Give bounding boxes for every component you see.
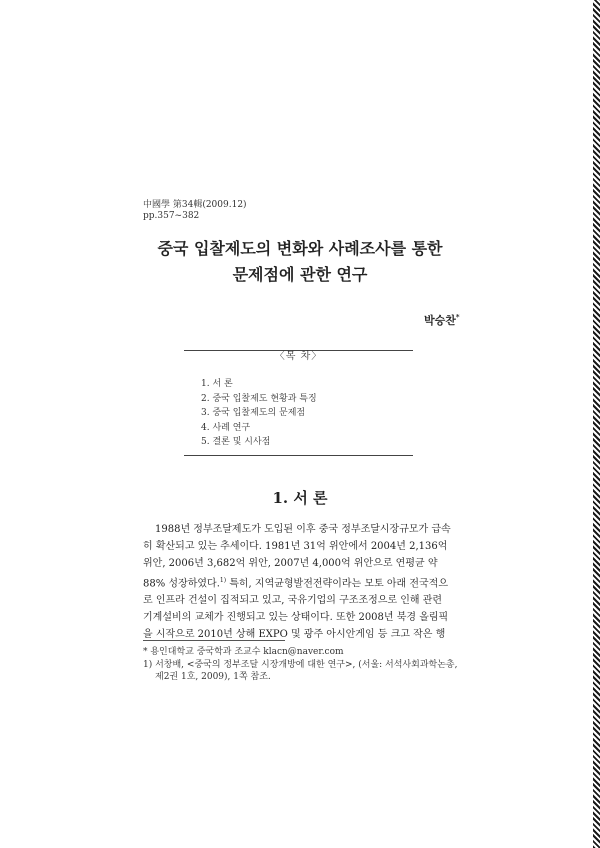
table-of-contents (184, 350, 413, 456)
section-heading-introduction: 1. 서 론 (272, 489, 328, 507)
author (424, 312, 460, 328)
toc-item: 1. 서 론 (201, 379, 233, 389)
journal-pages: pp.357~382 (143, 211, 200, 221)
journal-citation (143, 200, 247, 222)
page-edge-border (593, 0, 600, 848)
footnote-author: * 용인대학교 중국학과 조교수 klacn@naver.com (143, 647, 344, 657)
toc-item: 4. 사례 연구 (201, 422, 251, 433)
footnote-divider (143, 640, 285, 641)
footnote-1-continued: 제2권 1호, 2009), 1쪽 참조. (155, 672, 271, 682)
footnotes (143, 646, 463, 684)
author-name: 박승찬 (424, 314, 456, 327)
body-line: 히 확산되고 있는 추세이다. 1981년 31억 위안에서 2004년 2,136억 (143, 540, 448, 552)
body-line: 기계설비의 교체가 진행되고 있는 상태이다. 또한 2008년 북경 올림픽 (143, 611, 449, 623)
toc-item: 3. 중국 입찰제도의 문제점 (201, 408, 306, 418)
toc-item: 2. 중국 입찰제도 현황과 특징 (201, 393, 317, 404)
body-line-text: 88% 성장하였다. (143, 578, 220, 590)
footnote-ref: 1) (219, 576, 227, 584)
toc-heading (184, 344, 413, 363)
toc-item: 5. 결론 및 시사점 (201, 437, 271, 447)
body-line: 을 시작으로 2010년 상해 EXPO 및 광주 아시안게임 등 크고 작은 행 (143, 628, 446, 640)
body-line: 로 인프라 건설이 집적되고 있고, 국유기업의 구조조정으로 인해 관련 (143, 594, 443, 606)
body-line: 위안, 2006년 3,682억 위안, 2007년 4,000억 위안으로 연평균 약 (143, 557, 438, 569)
toc-heading-label: 〈목 차〉 (269, 351, 329, 362)
body-line: 1988년 정부조달제도가 도입된 이후 중국 정부조달시장규모가 급속 (155, 524, 451, 535)
title-line-2: 문제점에 관한 연구 (232, 265, 368, 284)
paper-title (0, 236, 600, 288)
toc-list (201, 377, 317, 450)
journal-volume: 中國學 第34輯(2009.12) (143, 200, 247, 210)
author-footnote-mark: * (455, 312, 460, 322)
footnote-1: 1) 서창배, <중국의 정부조달 시장개방에 대한 연구>, (서울: 서석사회과학논총, (143, 659, 458, 670)
body-paragraph (143, 522, 457, 644)
body-line (143, 573, 457, 593)
body-line-text: 특히, 지역균형발전전략이라는 모토 아래 전국적으 (226, 578, 448, 590)
title-line-1: 중국 입찰제도의 변화와 사례조사를 통한 (157, 239, 443, 258)
